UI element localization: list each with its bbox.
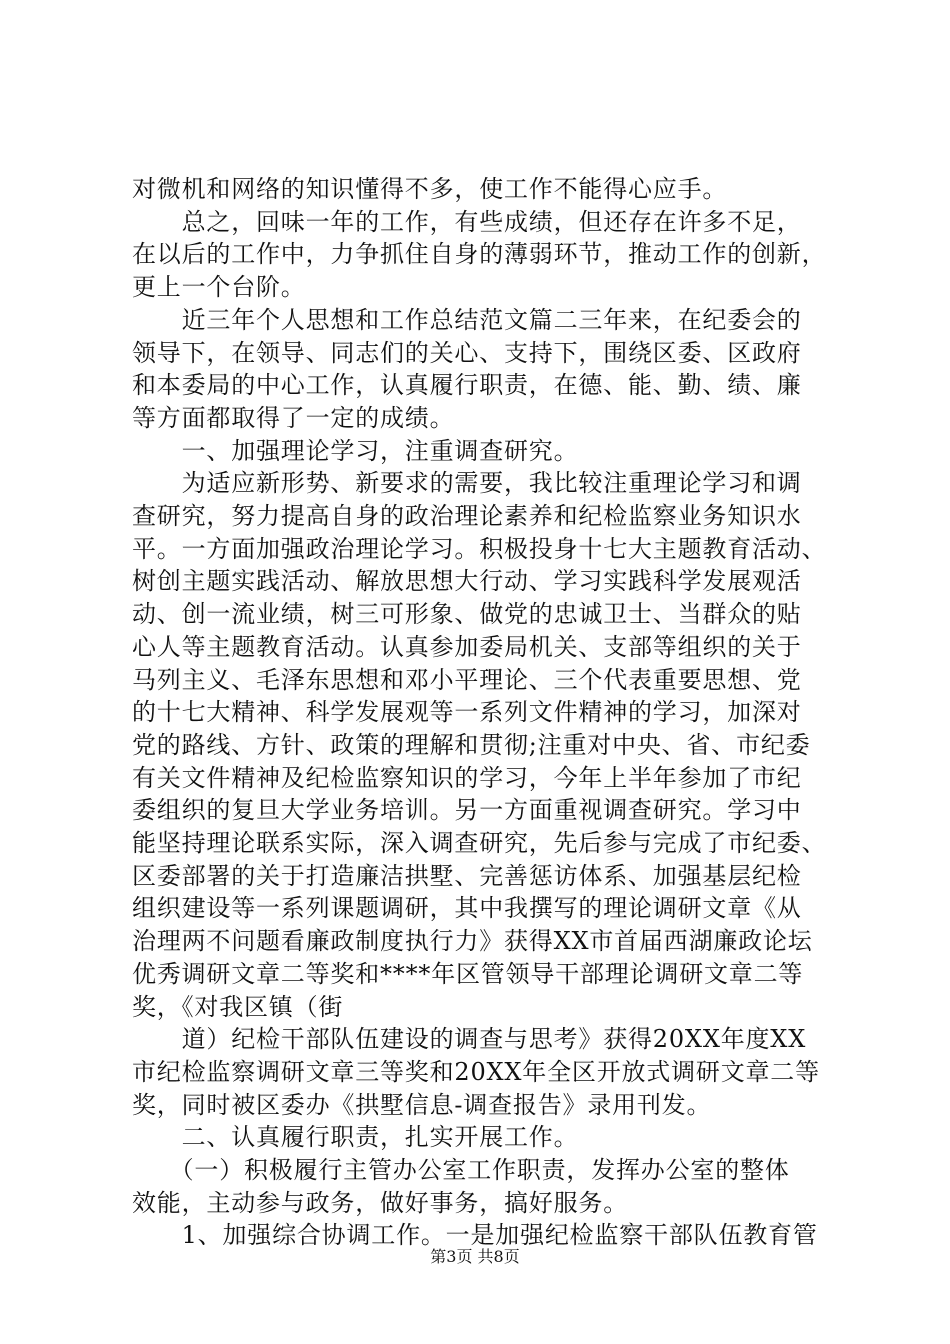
text-line: 有关文件精神及纪检监察知识的学习，今年上半年参加了市纪 <box>132 763 802 792</box>
text-line: 效能，主动参与政务，做好事务，搞好服务。 <box>132 1188 628 1217</box>
text-line: 道）纪检干部队伍建设的调查与思考》获得20XX年度XX <box>132 1025 807 1054</box>
text-line: 总之，回味一年的工作，有些成绩，但还存在许多不足， <box>132 207 802 236</box>
text-line: 的十七大精神、科学发展观等一系列文件精神的学习，加深对 <box>132 698 802 727</box>
text-line: 1、加强综合协调工作。一是加强纪检监察干部队伍教育管 <box>132 1221 818 1250</box>
text-line: 树创主题实践活动、解放思想大行动、学习实践科学发展观活 <box>132 567 802 596</box>
text-line: 奖，同时被区委办《拱墅信息-调查报告》录用刊发。 <box>132 1090 712 1119</box>
page-number-footer: 第3页 共8页 <box>430 1247 520 1266</box>
text-line: 心人等主题教育活动。认真参加委局机关、支部等组织的关于 <box>132 632 802 661</box>
text-line: 市纪检监察调研文章三等奖和20XX年全区开放式调研文章二等 <box>132 1057 820 1086</box>
text-line: 治理两不问题看廉政制度执行力》获得XX市首届西湖廉政论坛 <box>132 927 813 956</box>
text-line: 近三年个人思想和工作总结范文篇二三年来，在纪委会的 <box>132 305 802 334</box>
text-line: 组织建设等一系列课题调研，其中我撰写的理论调研文章《从 <box>132 894 802 923</box>
text-line: 平。一方面加强政治理论学习。积极投身十七大主题教育活动、 <box>132 534 827 563</box>
text-line: 区委部署的关于打造廉洁拱墅、完善惩访体系、加强基层纪检 <box>132 861 802 890</box>
text-line: 领导下，在领导、同志们的关心、支持下，围绕区委、区政府 <box>132 338 802 367</box>
text-line: 和本委局的中心工作，认真履行职责，在德、能、勤、绩、廉 <box>132 371 802 400</box>
text-line: 等方面都取得了一定的成绩。 <box>132 403 455 432</box>
text-line: 委组织的复旦大学业务培训。另一方面重视调查研究。学习中 <box>132 796 802 825</box>
text-line: 能坚持理论联系实际，深入调查研究，先后参与完成了市纪委、 <box>132 829 827 857</box>
text-line: 查研究，努力提高自身的政治理论素养和纪检监察业务知识水 <box>132 502 802 530</box>
text-line: 马列主义、毛泽东思想和邓小平理论、三个代表重要思想、党 <box>132 665 802 694</box>
text-line: 对微机和网络的知识懂得不多，使工作不能得心应手。 <box>132 175 728 203</box>
text-line: （一）积极履行主管办公室工作职责，发挥办公室的整体 <box>132 1156 790 1184</box>
section-heading: 一、加强理论学习，注重调查研究。 <box>132 436 579 465</box>
text-line: 更上一个台阶。 <box>132 273 306 302</box>
text-line: 动、创一流业绩，树三可形象、做党的忠诚卫士、当群众的贴 <box>132 600 802 629</box>
text-line: 奖，《对我区镇（街 <box>132 992 344 1021</box>
text-line: 为适应新形势、新要求的需要，我比较注重理论学习和调 <box>132 469 802 498</box>
text-line: 在以后的工作中，力争抓住自身的薄弱环节，推动工作的创新， <box>132 240 827 269</box>
section-heading: 二、认真履行职责，扎实开展工作。 <box>132 1123 579 1152</box>
text-line: 优秀调研文章二等奖和****年区管领导干部理论调研文章二等 <box>132 959 804 988</box>
text-line: 党的路线、方针、政策的理解和贯彻;注重对中央、省、市纪委 <box>132 730 811 759</box>
